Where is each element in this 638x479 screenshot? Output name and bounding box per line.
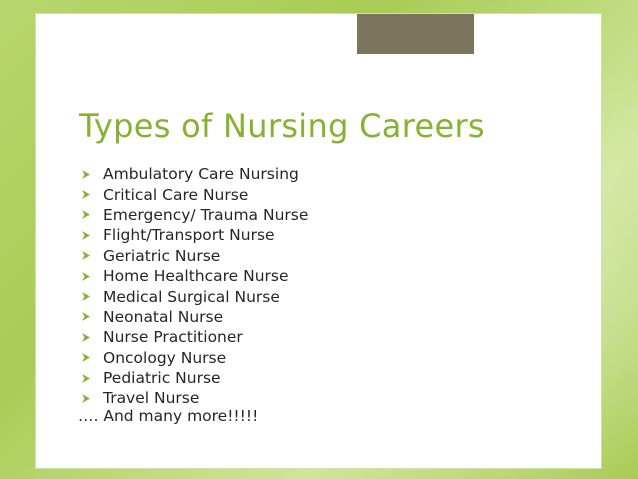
arrow-bullet-icon	[81, 368, 91, 388]
slide-title: Types of Nursing Careers	[79, 107, 485, 145]
arrow-bullet-icon	[81, 205, 91, 225]
list-item	[81, 205, 308, 225]
arrow-bullet-icon	[81, 327, 91, 347]
arrow-bullet-icon	[81, 164, 91, 184]
list-item-label: Medical Surgical Nurse	[103, 287, 280, 306]
list-item	[81, 286, 308, 306]
corner-tab-decoration	[357, 14, 474, 54]
list-item-label: Travel Nurse	[103, 389, 200, 408]
list-item	[81, 164, 308, 184]
list-item	[81, 225, 308, 245]
list-item-label: Ambulatory Care Nursing	[103, 165, 299, 184]
list-item-label: Home Healthcare Nurse	[103, 267, 289, 286]
list-item-label: Emergency/ Trauma Nurse	[103, 205, 309, 224]
list-item-label: Neonatal Nurse	[103, 307, 224, 326]
arrow-bullet-icon	[81, 266, 91, 286]
arrow-bullet-icon	[81, 307, 91, 327]
list-item	[81, 368, 308, 388]
list-item	[81, 266, 308, 286]
list-item-label: Critical Care Nurse	[103, 185, 249, 204]
list-item	[81, 348, 308, 368]
arrow-bullet-icon	[81, 348, 91, 368]
list-item-label: Pediatric Nurse	[103, 369, 221, 388]
list-item-label: Geriatric Nurse	[103, 246, 221, 265]
list-item	[81, 307, 308, 327]
list-item	[81, 184, 308, 204]
list-item	[81, 327, 308, 347]
arrow-bullet-icon	[81, 246, 91, 266]
footer-note: …. And many more!!!!!	[78, 407, 259, 425]
arrow-bullet-icon	[81, 286, 91, 306]
career-list	[81, 164, 308, 409]
list-item	[81, 246, 308, 266]
arrow-bullet-icon	[81, 184, 91, 204]
list-item-label: Nurse Practitioner	[103, 328, 243, 347]
list-item-label: Oncology Nurse	[103, 348, 227, 367]
arrow-bullet-icon	[81, 225, 91, 245]
list-item-label: Flight/Transport Nurse	[103, 226, 275, 245]
